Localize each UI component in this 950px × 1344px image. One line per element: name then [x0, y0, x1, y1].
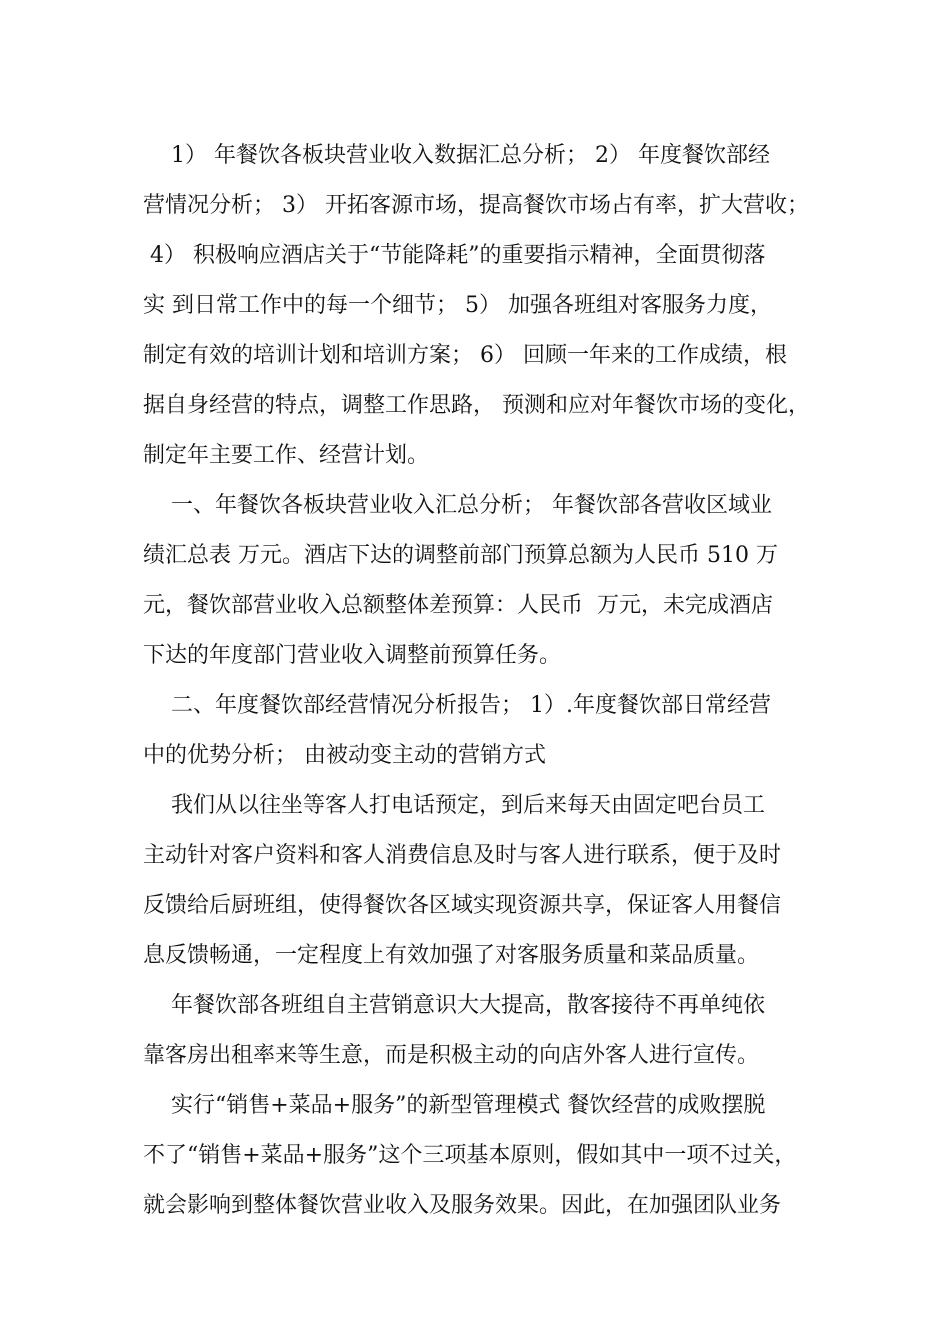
- paragraph-self-marketing: [143, 981, 823, 1081]
- text-line: 二、年度餐饮部经营情况分析报告； 1）.年度餐饮部日常经营: [143, 693, 771, 718]
- paragraph-management-model: [143, 1081, 823, 1231]
- text-line: 中的优势分析； 由被动变主动的营销方式: [143, 743, 546, 768]
- text-line: 不了“销售+菜品+服务”这个三项基本原则，假如其中一项不过关，: [143, 1143, 797, 1168]
- text-line: 实行“销售+菜品+服务”的新型管理模式 餐饮经营的成败摆脱: [143, 1093, 766, 1118]
- text-line: 营情况分析； 3） 开拓客源市场，提高餐饮市场占有率，扩大营收；: [143, 193, 809, 218]
- text-line: 绩汇总表 万元。酒店下达的调整前部门预算总额为人民币 510 万: [143, 543, 778, 568]
- text-line: 年餐饮部各班组自主营销意识大大提高，散客接待不再单纯依: [143, 993, 765, 1018]
- text-line: 主动针对客户资料和客人消费信息及时与客人进行联系，便于及时: [143, 843, 782, 868]
- paragraph-work-plan-overview: [143, 131, 823, 481]
- text-line: 反馈给后厨班组，使得餐饮各区域实现资源共享，保证客人用餐信: [143, 893, 782, 918]
- text-line: 制定年主要工作、经营计划。: [143, 443, 430, 468]
- text-line: 息反馈畅通，一定程度上有效加强了对客服务质量和菜品质量。: [143, 943, 760, 968]
- text-line: 4） 积极响应酒店关于“节能降耗”的重要指示精神，全面贯彻落: [143, 243, 766, 268]
- text-line: 1） 年餐饮各板块营业收入数据汇总分析； 2） 年度餐饮部经: [143, 143, 770, 168]
- text-line: 一、年餐饮各板块营业收入汇总分析； 年餐饮部各营收区域业: [143, 493, 772, 518]
- text-line: 下达的年度部门营业收入调整前预算任务。: [143, 643, 562, 668]
- text-line: 制定有效的培训计划和培训方案； 6） 回顾一年来的工作成绩，根: [143, 343, 787, 368]
- paragraph-proactive-contact: [143, 781, 823, 981]
- text-line: 据自身经营的特点，调整工作思路， 预测和应对年餐饮市场的变化，: [143, 393, 810, 418]
- text-line: 我们从以往坐等客人打电话预定，到后来每天由固定吧台员工: [143, 793, 765, 818]
- document-body: [143, 131, 823, 1231]
- text-line: 就会影响到整体餐饮营业收入及服务效果。因此，在加强团队业务: [143, 1193, 782, 1218]
- paragraph-operations-analysis: [143, 681, 823, 781]
- text-line: 实 到日常工作中的每一个细节； 5） 加强各班组对客服务力度，: [143, 293, 772, 318]
- text-line: 元，餐饮部营业收入总额整体差预算：人民币 万元，未完成酒店: [143, 593, 773, 618]
- text-line: 靠客房出租率来等生意，而是积极主动的向店外客人进行宣传。: [143, 1043, 760, 1068]
- paragraph-revenue-summary: [143, 481, 823, 681]
